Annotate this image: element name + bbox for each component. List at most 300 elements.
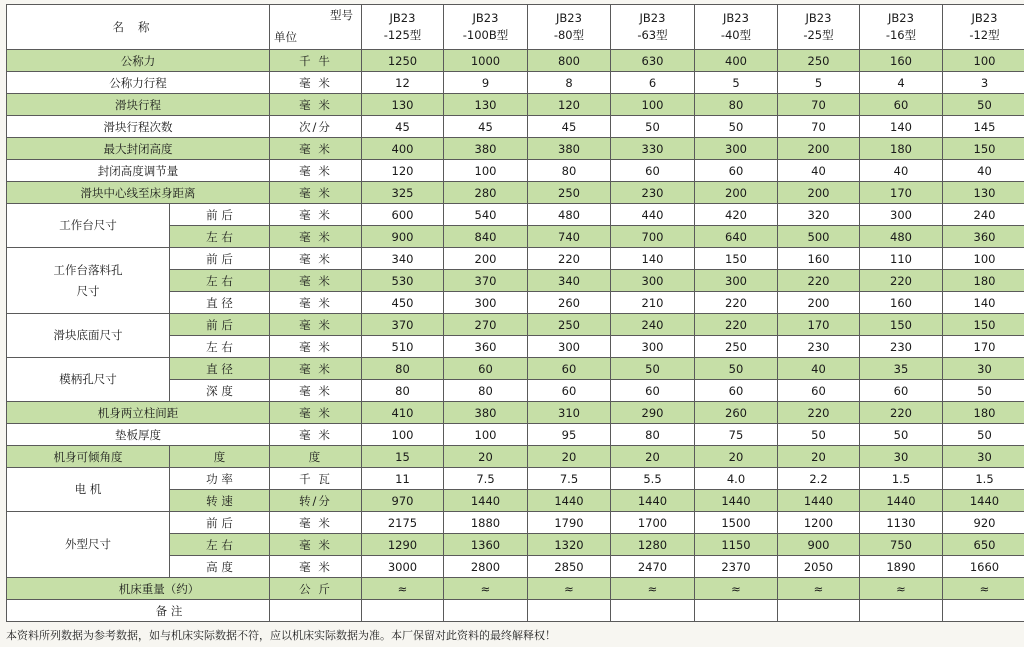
row-name: 滑块行程 <box>7 94 270 116</box>
table-row <box>7 50 1024 72</box>
row-name: 滑块行程次数 <box>7 116 270 138</box>
row-unit: 毫 米 <box>270 534 362 556</box>
row-unit: 公 斤 <box>270 578 362 600</box>
value-cell: 60 <box>695 160 778 182</box>
header-unit-label: 单位 <box>274 30 297 44</box>
row-unit: 毫 米 <box>270 512 362 534</box>
value-cell: 480 <box>528 204 611 226</box>
value-cell: 340 <box>362 248 444 270</box>
value-cell: 95 <box>528 424 611 446</box>
value-cell: 80 <box>528 160 611 182</box>
value-cell: 15 <box>362 446 444 468</box>
value-cell: 240 <box>611 314 695 336</box>
value-cell: 1280 <box>611 534 695 556</box>
model-header: JB23 -16型 <box>860 5 943 50</box>
value-cell: 110 <box>860 248 943 270</box>
value-cell: 250 <box>778 50 860 72</box>
row-unit: 毫 米 <box>270 160 362 182</box>
value-cell: 200 <box>444 248 528 270</box>
value-cell: 50 <box>611 358 695 380</box>
row-name: 最大封闭高度 <box>7 138 270 160</box>
value-cell: 60 <box>528 358 611 380</box>
value-cell: 9 <box>444 72 528 94</box>
value-cell: 840 <box>444 226 528 248</box>
value-cell: 100 <box>444 160 528 182</box>
row-sub: 左 右 <box>170 534 270 556</box>
value-cell: 60 <box>695 380 778 402</box>
row-unit: 毫 米 <box>270 204 362 226</box>
value-cell: 700 <box>611 226 695 248</box>
row-sub: 前 后 <box>170 204 270 226</box>
group-name: 工作台尺寸 <box>7 204 170 248</box>
value-cell: 60 <box>611 160 695 182</box>
value-cell: 920 <box>943 512 1024 534</box>
table-row <box>7 138 1024 160</box>
value-cell: 30 <box>860 446 943 468</box>
value-cell: 325 <box>362 182 444 204</box>
value-cell: 540 <box>444 204 528 226</box>
value-cell: 210 <box>611 292 695 314</box>
value-cell: 40 <box>778 358 860 380</box>
group-name: 电 机 <box>7 468 170 512</box>
row-sub: 功 率 <box>170 468 270 490</box>
value-cell: 370 <box>444 270 528 292</box>
model-header: JB23 -25型 <box>778 5 860 50</box>
row-sub: 前 后 <box>170 314 270 336</box>
value-cell: 1200 <box>778 512 860 534</box>
table-row <box>7 182 1024 204</box>
value-cell: 40 <box>860 160 943 182</box>
group-name: 外型尺寸 <box>7 512 170 578</box>
remark-cell <box>444 600 528 622</box>
value-cell: 420 <box>695 204 778 226</box>
value-cell: 50 <box>611 116 695 138</box>
value-cell: 4.0 <box>695 468 778 490</box>
remark-cell <box>778 600 860 622</box>
value-cell: 1890 <box>860 556 943 578</box>
value-cell: 20 <box>444 446 528 468</box>
value-cell: 130 <box>362 94 444 116</box>
value-cell: 20 <box>528 446 611 468</box>
value-cell: 900 <box>362 226 444 248</box>
row-sub: 直 径 <box>170 292 270 314</box>
remark-cell <box>695 600 778 622</box>
value-cell: 180 <box>943 402 1024 424</box>
value-cell: 170 <box>778 314 860 336</box>
value-cell: 145 <box>943 116 1024 138</box>
value-cell: 400 <box>362 138 444 160</box>
row-name: 机身可倾角度 <box>7 446 170 468</box>
value-cell: 45 <box>528 116 611 138</box>
value-cell: 2370 <box>695 556 778 578</box>
row-unit: 毫 米 <box>270 72 362 94</box>
row-unit: 毫 米 <box>270 402 362 424</box>
table-row <box>7 248 1024 270</box>
table-row <box>7 468 1024 490</box>
value-cell: 220 <box>695 292 778 314</box>
value-cell: 160 <box>860 50 943 72</box>
value-cell: 100 <box>362 424 444 446</box>
table-row <box>7 160 1024 182</box>
value-cell: 410 <box>362 402 444 424</box>
value-cell: 2.2 <box>778 468 860 490</box>
value-cell: 50 <box>943 94 1024 116</box>
row-name: 备 注 <box>7 600 270 622</box>
value-cell: 130 <box>444 94 528 116</box>
value-cell: 170 <box>860 182 943 204</box>
value-cell: ≈ <box>695 578 778 600</box>
value-cell: 60 <box>528 380 611 402</box>
value-cell: 220 <box>860 270 943 292</box>
value-cell: 380 <box>444 138 528 160</box>
value-cell: 45 <box>444 116 528 138</box>
value-cell: 40 <box>778 160 860 182</box>
value-cell: 120 <box>362 160 444 182</box>
value-cell: 220 <box>778 270 860 292</box>
model-header: JB23 -80型 <box>528 5 611 50</box>
value-cell: 1440 <box>943 490 1024 512</box>
value-cell: 340 <box>528 270 611 292</box>
value-cell: ≈ <box>611 578 695 600</box>
row-sub: 直 径 <box>170 358 270 380</box>
value-cell: 30 <box>943 358 1024 380</box>
value-cell: 40 <box>943 160 1024 182</box>
value-cell: 230 <box>778 336 860 358</box>
value-cell: 100 <box>444 424 528 446</box>
spec-table <box>6 4 1024 622</box>
value-cell: 300 <box>528 336 611 358</box>
value-cell: 230 <box>611 182 695 204</box>
value-cell: 2800 <box>444 556 528 578</box>
value-cell: 220 <box>778 402 860 424</box>
row-unit: 千 瓦 <box>270 468 362 490</box>
table-row <box>7 402 1024 424</box>
row-unit: 毫 米 <box>270 138 362 160</box>
value-cell: 140 <box>860 116 943 138</box>
value-cell: 100 <box>611 94 695 116</box>
value-cell: 70 <box>778 116 860 138</box>
value-cell: 1440 <box>444 490 528 512</box>
header-diagonal-cell <box>270 5 362 50</box>
value-cell: 640 <box>695 226 778 248</box>
header-model-label: 型号 <box>330 8 353 22</box>
value-cell: 1880 <box>444 512 528 534</box>
value-cell: 240 <box>943 204 1024 226</box>
remark-cell <box>860 600 943 622</box>
table-row <box>7 512 1024 534</box>
table-row <box>7 204 1024 226</box>
value-cell: 1320 <box>528 534 611 556</box>
row-name: 滑块中心线至床身距离 <box>7 182 270 204</box>
value-cell: 200 <box>695 182 778 204</box>
row-unit: 次/分 <box>270 116 362 138</box>
value-cell: 6 <box>611 72 695 94</box>
value-cell: 7.5 <box>444 468 528 490</box>
value-cell: 2050 <box>778 556 860 578</box>
value-cell: 310 <box>528 402 611 424</box>
value-cell: 20 <box>611 446 695 468</box>
value-cell: 50 <box>695 116 778 138</box>
value-cell: 1440 <box>695 490 778 512</box>
value-cell: 1360 <box>444 534 528 556</box>
value-cell: 5 <box>778 72 860 94</box>
value-cell: 370 <box>362 314 444 336</box>
row-unit: 毫 米 <box>270 182 362 204</box>
value-cell: 140 <box>611 248 695 270</box>
value-cell: 300 <box>444 292 528 314</box>
value-cell: 380 <box>528 138 611 160</box>
table-row <box>7 358 1024 380</box>
value-cell: 800 <box>528 50 611 72</box>
value-cell: 250 <box>695 336 778 358</box>
value-cell: 45 <box>362 116 444 138</box>
value-cell: 380 <box>444 402 528 424</box>
value-cell: 1.5 <box>943 468 1024 490</box>
value-cell: 230 <box>860 336 943 358</box>
value-cell: ≈ <box>943 578 1024 600</box>
value-cell: 50 <box>860 424 943 446</box>
value-cell: 500 <box>778 226 860 248</box>
value-cell: 5.5 <box>611 468 695 490</box>
value-cell: 80 <box>611 424 695 446</box>
table-row <box>7 116 1024 138</box>
value-cell: 510 <box>362 336 444 358</box>
value-cell: 80 <box>362 380 444 402</box>
value-cell: 1440 <box>611 490 695 512</box>
row-unit: 毫 米 <box>270 380 362 402</box>
value-cell: 740 <box>528 226 611 248</box>
table-row <box>7 446 1024 468</box>
row-sub: 度 <box>170 446 270 468</box>
value-cell: 260 <box>528 292 611 314</box>
value-cell: 1440 <box>778 490 860 512</box>
value-cell: 60 <box>860 380 943 402</box>
row-name: 公称力行程 <box>7 72 270 94</box>
row-sub: 前 后 <box>170 512 270 534</box>
row-unit: 毫 米 <box>270 270 362 292</box>
group-name: 滑块底面尺寸 <box>7 314 170 358</box>
value-cell: 600 <box>362 204 444 226</box>
row-unit: 度 <box>270 446 362 468</box>
value-cell: 300 <box>695 138 778 160</box>
value-cell: 2850 <box>528 556 611 578</box>
value-cell: 1440 <box>860 490 943 512</box>
row-unit: 千 牛 <box>270 50 362 72</box>
value-cell: 200 <box>778 138 860 160</box>
value-cell: 60 <box>444 358 528 380</box>
value-cell: 150 <box>943 138 1024 160</box>
model-header: JB23 -40型 <box>695 5 778 50</box>
value-cell: 5 <box>695 72 778 94</box>
value-cell: ≈ <box>860 578 943 600</box>
value-cell: 2175 <box>362 512 444 534</box>
row-sub: 高 度 <box>170 556 270 578</box>
group-name: 模柄孔尺寸 <box>7 358 170 402</box>
value-cell: 220 <box>860 402 943 424</box>
model-header: JB23 -100B型 <box>444 5 528 50</box>
row-unit: 毫 米 <box>270 314 362 336</box>
value-cell: 440 <box>611 204 695 226</box>
value-cell: 4 <box>860 72 943 94</box>
value-cell: ≈ <box>362 578 444 600</box>
model-header: JB23 -63型 <box>611 5 695 50</box>
value-cell: 300 <box>611 336 695 358</box>
remark-cell <box>528 600 611 622</box>
value-cell: 630 <box>611 50 695 72</box>
value-cell: 50 <box>943 380 1024 402</box>
remark-cell <box>270 600 362 622</box>
table-row <box>7 578 1024 600</box>
value-cell: 1150 <box>695 534 778 556</box>
value-cell: 2470 <box>611 556 695 578</box>
value-cell: 150 <box>695 248 778 270</box>
value-cell: ≈ <box>444 578 528 600</box>
value-cell: 50 <box>695 358 778 380</box>
value-cell: 60 <box>778 380 860 402</box>
header-row <box>7 5 1024 50</box>
value-cell: 750 <box>860 534 943 556</box>
value-cell: 150 <box>943 314 1024 336</box>
row-unit: 毫 米 <box>270 336 362 358</box>
row-unit: 毫 米 <box>270 556 362 578</box>
value-cell: 220 <box>695 314 778 336</box>
row-unit: 转/分 <box>270 490 362 512</box>
row-name: 垫板厚度 <box>7 424 270 446</box>
value-cell: 11 <box>362 468 444 490</box>
value-cell: 180 <box>860 138 943 160</box>
value-cell: 1250 <box>362 50 444 72</box>
row-name: 封闭高度调节量 <box>7 160 270 182</box>
value-cell: 360 <box>444 336 528 358</box>
value-cell: 530 <box>362 270 444 292</box>
row-sub: 前 后 <box>170 248 270 270</box>
value-cell: 50 <box>778 424 860 446</box>
row-name: 机身两立柱间距 <box>7 402 270 424</box>
value-cell: 60 <box>611 380 695 402</box>
value-cell: 1130 <box>860 512 943 534</box>
header-name: 名称 <box>7 5 270 50</box>
table-row <box>7 314 1024 336</box>
row-unit: 毫 米 <box>270 292 362 314</box>
remark-cell <box>611 600 695 622</box>
value-cell: 12 <box>362 72 444 94</box>
row-sub: 转 速 <box>170 490 270 512</box>
value-cell: 35 <box>860 358 943 380</box>
row-unit: 毫 米 <box>270 226 362 248</box>
value-cell: 280 <box>444 182 528 204</box>
value-cell: 290 <box>611 402 695 424</box>
value-cell: 200 <box>778 292 860 314</box>
value-cell: 300 <box>695 270 778 292</box>
value-cell: 300 <box>611 270 695 292</box>
value-cell: 80 <box>695 94 778 116</box>
row-unit: 毫 米 <box>270 358 362 380</box>
value-cell: 1000 <box>444 50 528 72</box>
row-name: 机床重量（约） <box>7 578 270 600</box>
value-cell: 3 <box>943 72 1024 94</box>
value-cell: 100 <box>943 248 1024 270</box>
value-cell: 180 <box>943 270 1024 292</box>
value-cell: 7.5 <box>528 468 611 490</box>
group-name: 工作台落料孔 尺寸 <box>7 248 170 314</box>
model-header: JB23 -12型 <box>943 5 1024 50</box>
row-sub: 左 右 <box>170 270 270 292</box>
value-cell: 20 <box>695 446 778 468</box>
value-cell: 650 <box>943 534 1024 556</box>
table-row <box>7 72 1024 94</box>
value-cell: 100 <box>943 50 1024 72</box>
value-cell: 1660 <box>943 556 1024 578</box>
value-cell: 260 <box>695 402 778 424</box>
value-cell: 60 <box>860 94 943 116</box>
remark-cell <box>943 600 1024 622</box>
value-cell: 480 <box>860 226 943 248</box>
value-cell: 8 <box>528 72 611 94</box>
value-cell: 50 <box>943 424 1024 446</box>
value-cell: 320 <box>778 204 860 226</box>
value-cell: 360 <box>943 226 1024 248</box>
value-cell: 300 <box>860 204 943 226</box>
table-row <box>7 600 1024 622</box>
footnote: 本资料所列数据为参考数据，如与机床实际数据不符，应以机床实际数据为准。本厂保留对此资料的最终解释权！ <box>6 629 556 642</box>
value-cell: 970 <box>362 490 444 512</box>
value-cell: 130 <box>943 182 1024 204</box>
value-cell: 1290 <box>362 534 444 556</box>
row-sub: 左 右 <box>170 226 270 248</box>
row-unit: 毫 米 <box>270 248 362 270</box>
row-sub: 左 右 <box>170 336 270 358</box>
table-row <box>7 424 1024 446</box>
value-cell: 200 <box>778 182 860 204</box>
value-cell: 1700 <box>611 512 695 534</box>
value-cell: 1500 <box>695 512 778 534</box>
model-header: JB23 -125型 <box>362 5 444 50</box>
value-cell: 70 <box>778 94 860 116</box>
table-row <box>7 94 1024 116</box>
row-unit: 毫 米 <box>270 94 362 116</box>
value-cell: 140 <box>943 292 1024 314</box>
value-cell: 1440 <box>528 490 611 512</box>
value-cell: 80 <box>444 380 528 402</box>
value-cell: 30 <box>943 446 1024 468</box>
value-cell: 150 <box>860 314 943 336</box>
value-cell: 450 <box>362 292 444 314</box>
value-cell: 160 <box>778 248 860 270</box>
value-cell: 120 <box>528 94 611 116</box>
value-cell: 270 <box>444 314 528 336</box>
value-cell: 75 <box>695 424 778 446</box>
row-unit: 毫 米 <box>270 424 362 446</box>
value-cell: 900 <box>778 534 860 556</box>
value-cell: 250 <box>528 182 611 204</box>
value-cell: 1790 <box>528 512 611 534</box>
row-sub: 深 度 <box>170 380 270 402</box>
value-cell: 220 <box>528 248 611 270</box>
value-cell: 20 <box>778 446 860 468</box>
value-cell: 400 <box>695 50 778 72</box>
row-name: 公称力 <box>7 50 270 72</box>
value-cell: 250 <box>528 314 611 336</box>
value-cell: 3000 <box>362 556 444 578</box>
value-cell: ≈ <box>528 578 611 600</box>
value-cell: 330 <box>611 138 695 160</box>
value-cell: 80 <box>362 358 444 380</box>
value-cell: 160 <box>860 292 943 314</box>
value-cell: 1.5 <box>860 468 943 490</box>
value-cell: ≈ <box>778 578 860 600</box>
remark-cell <box>362 600 444 622</box>
value-cell: 170 <box>943 336 1024 358</box>
